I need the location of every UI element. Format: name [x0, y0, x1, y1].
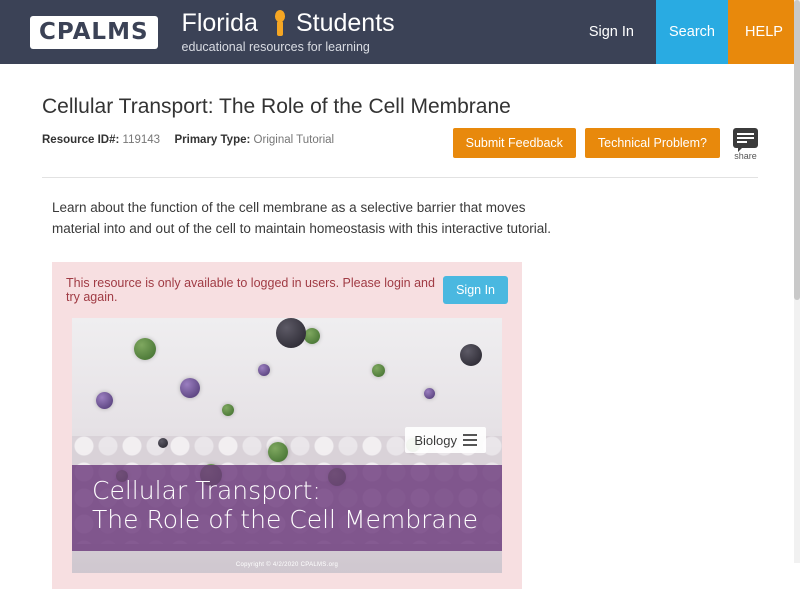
submit-feedback-button[interactable]: Submit Feedback: [453, 128, 576, 158]
resource-id-value: 119143: [122, 134, 161, 146]
scrollbar-thumb[interactable]: [794, 0, 800, 300]
primary-type-value: Original Tutorial: [253, 134, 335, 146]
subject-tag: [405, 427, 486, 453]
page-title: Cellular Transport: The Role of the Cell Membrane: [42, 95, 511, 118]
resource-description: Learn about the function of the cell membrane as a selective barrier that moves material into and out of the cell to maintain homeostasis with this interactive tutorial.: [52, 200, 551, 236]
site-title-row: [182, 10, 401, 36]
login-notice-message: This resource is only available to logged in users. Please login and try again.: [66, 275, 435, 304]
panel-signin-button[interactable]: Sign In: [443, 276, 508, 304]
resource-meta: [42, 128, 334, 146]
technical-problem-button[interactable]: Technical Problem?: [585, 128, 720, 158]
header-help-button[interactable]: HELP: [728, 0, 800, 64]
header-spacer: [401, 0, 567, 64]
subject-tag-label: Biology: [414, 432, 457, 448]
resource-actions: [453, 128, 758, 161]
site-name-primary: Florida: [181, 8, 258, 37]
login-required-panel: [52, 262, 522, 589]
page-scrollbar[interactable]: [794, 0, 800, 563]
tutorial-preview-image[interactable]: [72, 318, 502, 573]
site-title-block: [166, 0, 401, 64]
meta-row: [42, 128, 758, 161]
share-icon: [733, 128, 758, 148]
login-notice-row: [52, 276, 522, 304]
page-content: [0, 95, 800, 589]
torch-icon: [270, 10, 290, 36]
preview-caption-line1: Cellular Transport:: [92, 476, 321, 506]
header-search-button[interactable]: Search: [656, 0, 728, 64]
preview-caption: [72, 432, 502, 551]
site-header: [0, 0, 800, 64]
preview-copyright: Copyright © 4/2/2020 CPALMS.org: [235, 561, 339, 568]
share-button[interactable]: [733, 128, 758, 161]
share-label: share: [734, 151, 757, 161]
logo-block[interactable]: [0, 0, 166, 64]
header-signin-link[interactable]: Sign In: [588, 24, 634, 40]
preview-caption-line2: The Role of the Cell Membrane: [92, 505, 478, 535]
dna-icon: [463, 432, 477, 448]
cpalms-logo[interactable]: CPALMS: [30, 16, 158, 49]
site-name-secondary: Students: [295, 8, 395, 37]
header-divider: [42, 177, 758, 178]
primary-type-label: Primary Type:: [174, 134, 251, 146]
resource-id-label: Resource ID#:: [42, 134, 120, 146]
site-tagline: educational resources for learning: [181, 40, 370, 54]
